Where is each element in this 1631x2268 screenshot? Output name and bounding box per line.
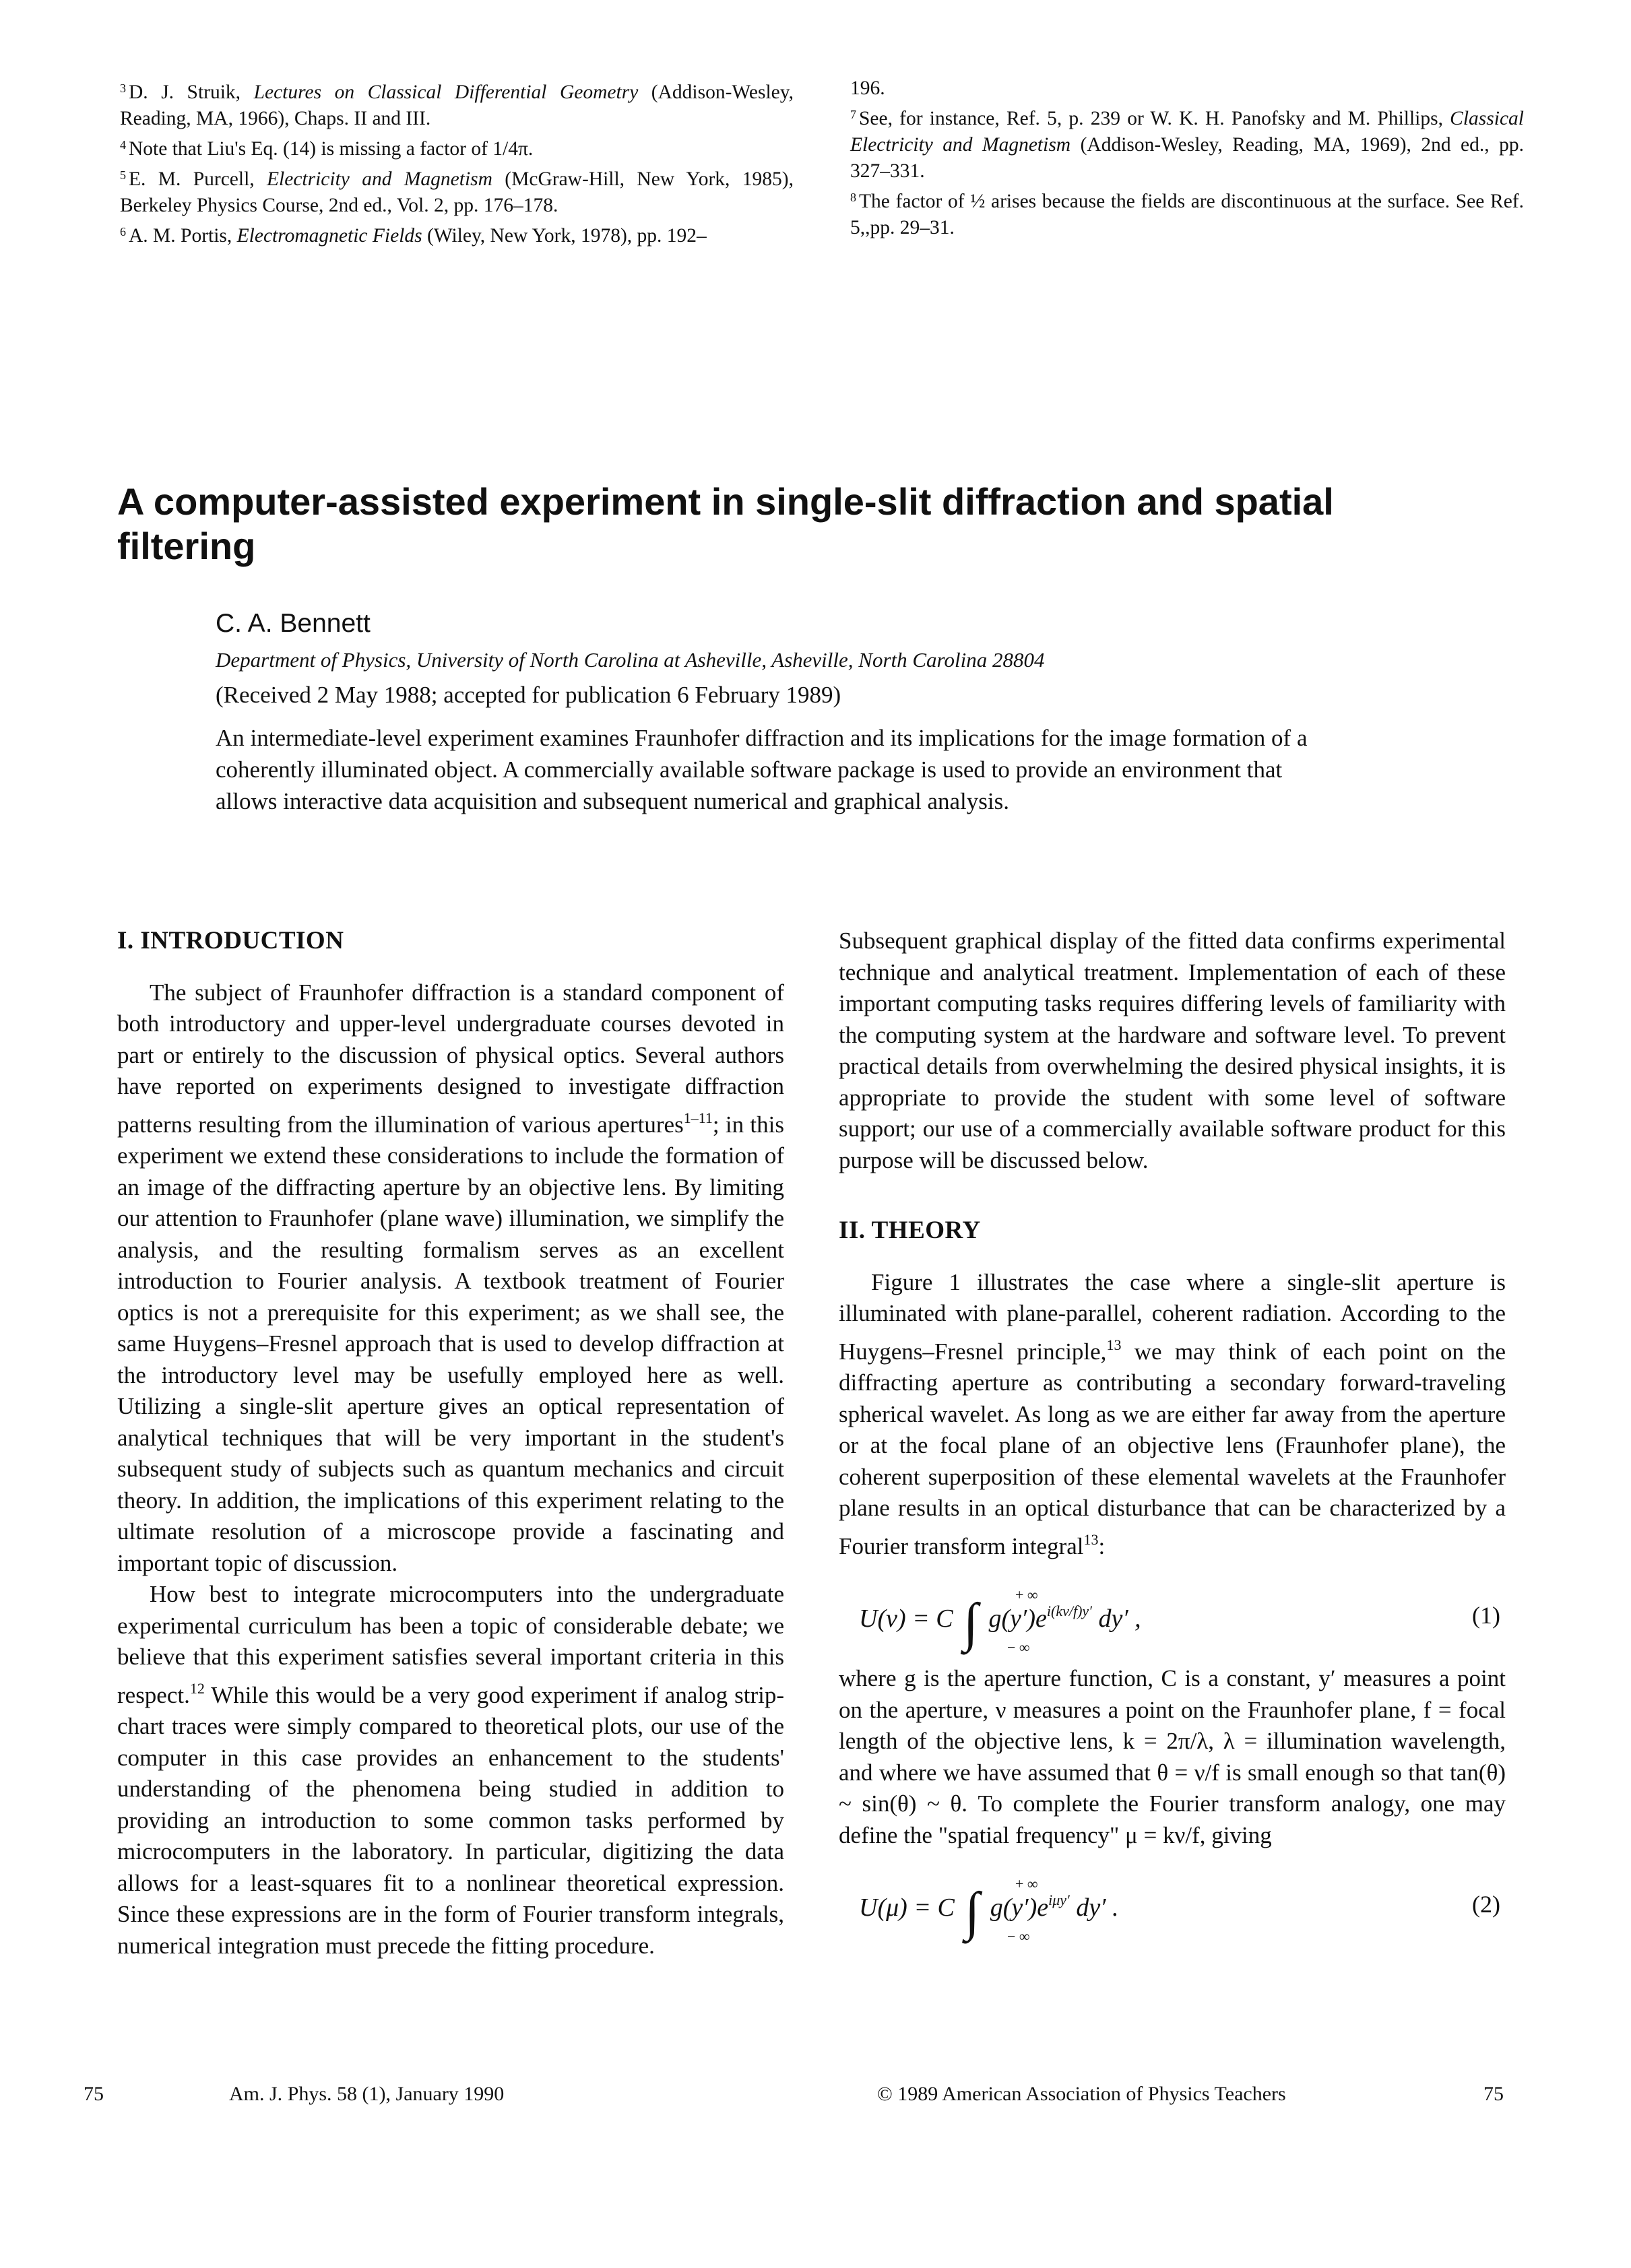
theory-paragraph-2: where g is the aperture function, C is a constant, y′ measures a point on the aperture, ν measures a point on the Fraunhofer plane, f = focal length of the objective lens, k = 2π/λ, λ = illumination wavelength, and where we have assumed that θ = ν/f is small enough so that tan(θ) ~ sin(θ) ~ θ. To complete the Fourier transform analogy, one may define the "spatial frequency" μ = kν/f, giving bbox=[839, 1665, 1506, 1848]
footnote-6-cont: 196. bbox=[850, 77, 885, 99]
footnotes-right bbox=[850, 75, 1524, 241]
intro-paragraph-continued: Subsequent graphical display of the fitted data confirms experimental technique and analytical treatment. Implementation of each of these important computing tasks requires differing levels of familiarity with the computing system at the hardware and software level. To prevent practical details from overwhelming the desired physical insights, it is appropriate to provide the student with some level of software support; our use of a commercially available software product for this purpose will be discussed below. bbox=[839, 928, 1506, 1173]
integral-upper-limit: + ∞ bbox=[1015, 1586, 1038, 1603]
footnote-7: $^7$ See, for instance, Ref. 5, p. 239 or W. K. H. Panofsky and M. Phillips, Classical Electricity and Magnetism (Addison-Wesley, Reading, MA, 1969), 2nd ed., pp. 327–331. bbox=[850, 108, 1524, 182]
footnote-6: $^6$ A. M. Portis, Electromagnetic Fields (Wiley, New York, 1978), pp. 192– bbox=[120, 225, 707, 247]
integral-sign: ∫ bbox=[965, 1882, 980, 1941]
integral-sign: ∫ bbox=[963, 1593, 979, 1652]
footnote-8: $^8$ The factor of ½ arises because the fields are discontinuous at the surface. See Ref. 5,,pp. 29–31. bbox=[850, 191, 1524, 238]
equation-2: U(μ) = C ∫ $g(y')e^{i\mu y'}$ dy′ . + ∞ − ∞ (2) bbox=[839, 1865, 1506, 1939]
footnotes-left bbox=[120, 75, 794, 249]
theory-paragraph-1: Figure 1 illustrates the case where a single-slit aperture is illuminated with plane-parallel, coherent radiation. According to the Huygens–Fresnel principle,$^{13}$ we may think of each point on the diffracting aperture as contributing a secondary forward-traveling spherical wavelet. As long as we are either far away from the aperture or at the focal plane of an objective lens (Fraunhofer plane), the coherent superposition of these elemental wavelets at the Fraunhofer plane results in an optical disturbance that can be characterized by a Fourier transform integral$^{13}$: bbox=[839, 1268, 1506, 1559]
intro-paragraph-1: The subject of Fraunhofer diffraction is a standard component of both introductory and upper-level undergraduate courses devoted in part or entirely to the discussion of physical optics. Several authors have reported on experiments designed to investigate diffraction patterns resulting from the illumination of various apertures$^{1-11}$; in this experiment we extend these considerations to include the formation of an image of the diffracting aperture by an objective lens. By limiting our attention to Fraunhofer (plane wave) illumination, we simplify the analysis, and the resulting formalism serves as an excellent introduction to Fourier analysis. A textbook treatment of Fourier optics is not a prerequisite for this experiment; as we shall see, the same Huygens–Fresnel approach that is used to develop diffraction at the introductory level may be usefully employed here as well. Utilizing a single-slit aperture gives an optical representation of analytical techniques that will be very important in the student's subsequent study of subjects such as quantum mechanics and circuit theory. In addition, the implications of this experiment relating to the ultimate resolution of a microscope provide a fascinating and important topic of discussion. bbox=[117, 979, 784, 1576]
copyright-notice: © 1989 American Association of Physics Teachers bbox=[877, 2083, 1286, 2105]
section-heading-theory: II. THEORY bbox=[839, 1217, 981, 1244]
page-number-left: 75 bbox=[84, 2083, 104, 2105]
equation-number-2: (2) bbox=[1472, 1891, 1500, 1918]
article-title: A computer-assisted experiment in single-slit diffraction and spatial filtering bbox=[117, 480, 1334, 567]
abstract: An intermediate-level experiment examines Fraunhofer diffraction and its implications for the image formation of a coherently illuminated object. A commercially available software package is used to provide an environment that allows interactive data acquisition and subsequent numerical and graphical analysis. bbox=[216, 725, 1308, 814]
footnote-5: $^5$ E. M. Purcell, Electricity and Magnetism (McGraw-Hill, New York, 1985), Berkeley Physics Course, 2nd ed., Vol. 2, pp. 176–178. bbox=[120, 168, 794, 216]
equation-number-1: (1) bbox=[1472, 1602, 1500, 1629]
footnote-3: $^3$ D. J. Struik, Lectures on Classical Differential Geometry (Addison-Wesley, Reading, MA, 1966), Chaps. II and III. bbox=[120, 82, 794, 129]
integral-lower-limit: − ∞ bbox=[1007, 1639, 1030, 1656]
integral-upper-limit: + ∞ bbox=[1015, 1875, 1038, 1892]
intro-paragraph-2: How best to integrate microcomputers into the undergraduate experimental curriculum has been a topic of considerable debate; we believe that this experiment satisfies several important criteria in this respect.$^{12}$ While this would be a very good experiment if analog strip-chart traces were simply compared to theoretical plots, our use of the computer in this case provides an enhancement to the students' understanding of the phenomena being studied in addition to providing an introduction to some common tasks performed by microcomputers in the laboratory. In particular, digitizing the data allows for a least-squares fit to a nonlinear theoretical expression. Since these expressions are in the form of Fourier transform integrals, numerical integration must precede the fitting procedure. bbox=[117, 1581, 784, 1959]
section-heading-introduction: I. INTRODUCTION bbox=[117, 927, 344, 954]
author-affiliation: Department of Physics, University of North Carolina at Asheville, Asheville, North Carolina 28804 bbox=[216, 648, 1045, 672]
footnote-4: $^4$ Note that Liu's Eq. (14) is missing a factor of 1/4π. bbox=[120, 138, 534, 160]
received-dates: (Received 2 May 1988; accepted for publication 6 February 1989) bbox=[216, 682, 841, 708]
body-column-left bbox=[117, 926, 784, 1962]
page-number-right: 75 bbox=[1483, 2083, 1504, 2105]
integral-lower-limit: − ∞ bbox=[1007, 1928, 1030, 1945]
body-column-right bbox=[839, 926, 1506, 1952]
author-name: C. A. Bennett bbox=[216, 609, 371, 638]
journal-citation: Am. J. Phys. 58 (1), January 1990 bbox=[229, 2083, 505, 2105]
equation-1: U(ν) = C ∫ $g(y')e^{i(k\nu/f)y'}$ dy′ , + ∞ − ∞ (1) bbox=[839, 1576, 1506, 1650]
